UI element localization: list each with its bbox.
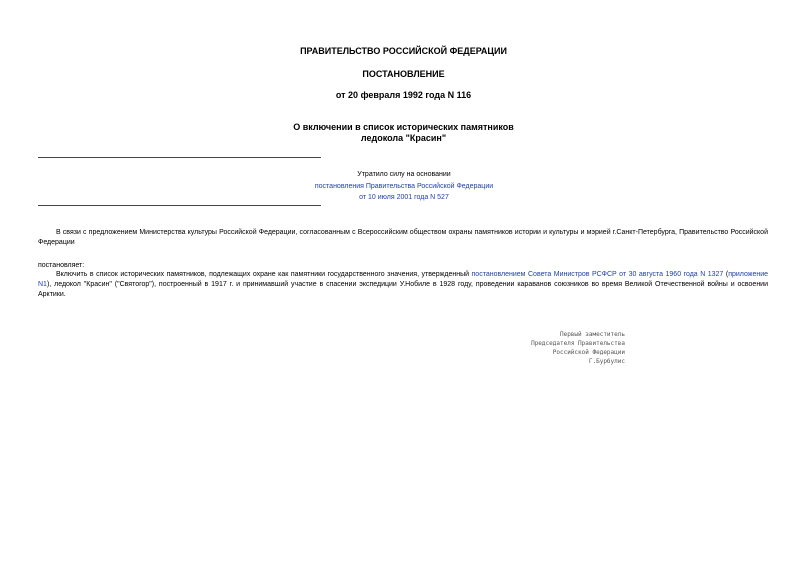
title-line-2: ледокола "Красин" — [360, 133, 447, 143]
resolves-label: постановляет: — [38, 262, 85, 269]
date-number-heading: от 20 февраля 1992 года N 116 — [335, 90, 472, 100]
operative-text-2: ( — [723, 271, 729, 278]
status-note: Утратило силу на основании — [357, 171, 451, 178]
signatory-name: Г.Бурбулис — [588, 358, 625, 365]
title-line-1: О включении в список исторических памятников — [293, 122, 514, 132]
repeal-decree-link[interactable]: постановления Правительства Российской Федерации — [314, 183, 494, 190]
operative-text-3: ), ледокол "Красин" ("Святогор"), построенный в 1917 г. и принимавший участие в спасении экспедиции У.Нобиле в 1928 году, проведении караванов союзников во время Великой Отечественной войны и освоении Арктики. — [38, 281, 768, 298]
operative-text-1: Включить в список исторических памятников, подлежащих охране как памятники государственного значения, утвержденный — [56, 271, 472, 278]
document-type-heading: ПОСТАНОВЛЕНИЕ — [362, 69, 445, 79]
government-heading: ПРАВИТЕЛЬСТВО РОССИЙСКОЙ ФЕДЕРАЦИИ — [300, 46, 507, 56]
divider-bottom — [38, 205, 321, 206]
signature-position-line-3: Российской Федерации — [552, 349, 625, 356]
signature-position-line-2: Председателя Правительства — [531, 340, 625, 347]
repeal-decree-date-link[interactable]: от 10 июля 2001 года N 527 — [359, 194, 449, 201]
divider-top — [38, 157, 321, 158]
appendix-link[interactable]: приложение N1 — [38, 271, 769, 288]
preamble-paragraph: В связи с предложением Министерства культуры Российской Федерации, согласованным с Всероссийским обществом охраны памятников истории и культуры и мэрией г.Санкт-Петербурга, Правительство Российской Федерации — [38, 229, 768, 246]
document-title — [0, 122, 807, 144]
council-decree-link[interactable]: постановлением Совета Министров РСФСР от 30 августа 1960 года N 1327 — [471, 271, 724, 278]
signature-position-line-1: Первый заместитель — [559, 331, 625, 338]
operative-paragraph — [38, 270, 768, 300]
